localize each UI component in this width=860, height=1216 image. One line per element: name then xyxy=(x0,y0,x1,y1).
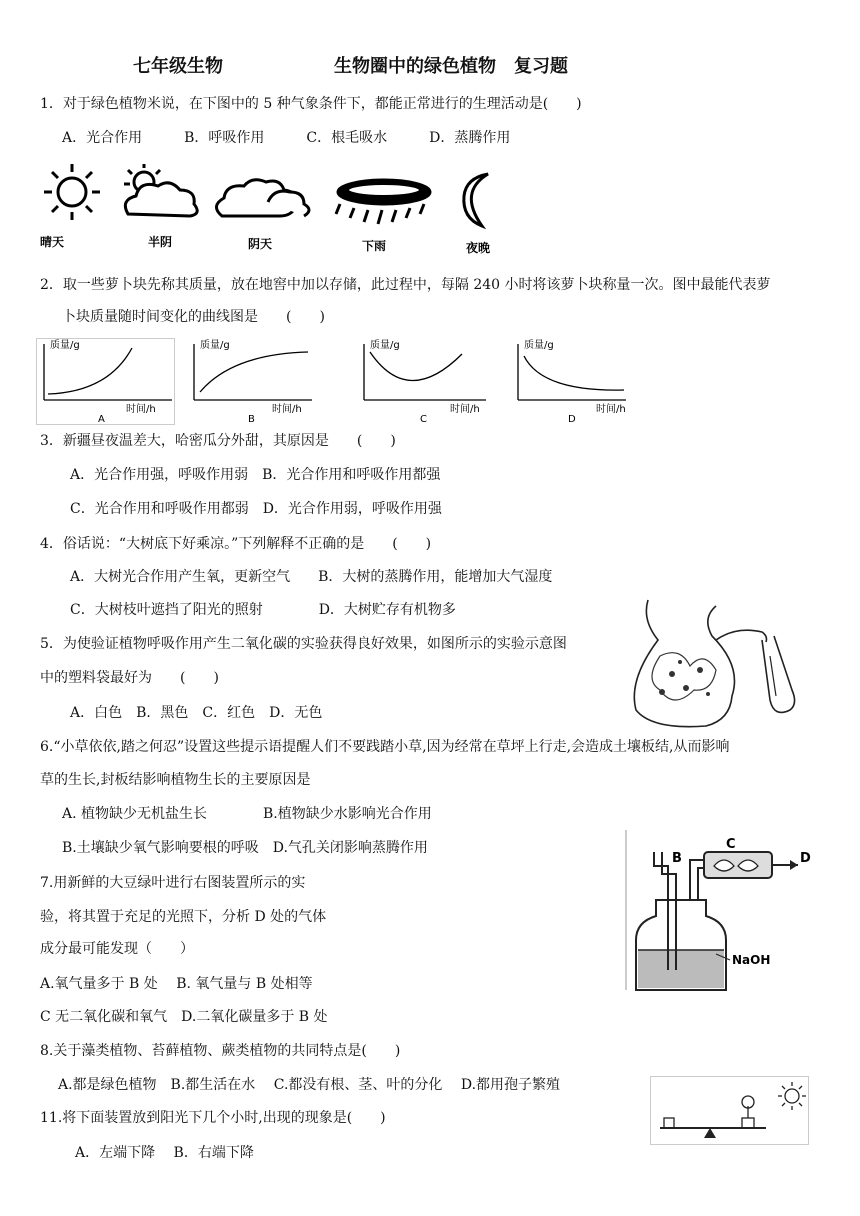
q7-stem-line2: 验，将其置于充足的光照下，分析 D 处的气体 xyxy=(40,909,327,925)
bag-outline-icon xyxy=(634,600,734,727)
title-left: 七年级生物 xyxy=(133,56,223,77)
graph-d-letter: D xyxy=(568,414,576,425)
graph-b xyxy=(186,338,320,426)
fulcrum-icon xyxy=(704,1128,716,1138)
graph-c xyxy=(356,338,490,426)
q8-options: A.都是绿色植物 B.都生活在水 C.都没有根、茎、叶的分化 D.都用孢子繁殖 xyxy=(58,1077,561,1093)
q6-stem-line1: 6.“小草依依,踏之何忍”设置这些提示语提醒人们不要践踏小草,因为经常在草坪上行走,会造成土壤板结,从而影响 xyxy=(40,739,730,755)
weather-label: 晴天 xyxy=(40,235,65,249)
rain-icon xyxy=(336,180,430,224)
naoh-solution xyxy=(638,950,724,988)
weight-icon xyxy=(664,1118,674,1128)
label-d: D xyxy=(800,851,811,866)
q3-options-line2: C．光合作用和呼吸作用都弱 D．光合作用弱，呼吸作用强 xyxy=(70,501,442,517)
balance-figure xyxy=(650,1076,810,1146)
naoh-apparatus-figure xyxy=(626,830,826,1000)
q11-options: A．左端下降 B．右端下降 xyxy=(75,1145,254,1161)
graph-a-ylabel: 质量/g xyxy=(50,340,80,351)
q5-options: A．白色 B．黑色 C．红色 D．无色 xyxy=(70,705,323,721)
q6-options-line1: A. 植物缺少无机盐生长 B.植物缺少水影响光合作用 xyxy=(62,806,432,822)
weather-label: 阴天 xyxy=(248,237,273,251)
q1-stem: 1．对于绿色植物米说，在下图中的 5 种气象条件下，都能正常进行的生理活动是( ) xyxy=(40,96,582,112)
q2-stem-line2: 卜块质量随时间变化的曲线图是 ( ) xyxy=(62,309,325,325)
tube-connector-icon xyxy=(716,630,767,642)
q5-stem-line1: 5．为使验证植物呼吸作用产生二氧化碳的实验获得良好效果，如图所示的实验示意图 xyxy=(40,636,567,652)
q2-stem-line1: 2．取一些萝卜块先称其质量，放在地窖中加以存储，此过程中，每隔 240 小时将该萝卜块称量一次。图中最能代表萝 xyxy=(40,277,771,293)
q7-stem-line3: 成分最可能发现（ ） xyxy=(40,941,194,957)
graph-d-xlabel: 时间/h xyxy=(596,404,626,415)
label-naoh: NaOH xyxy=(732,953,771,967)
graph-d-ylabel: 质量/g xyxy=(524,340,554,351)
q3-options-line1: A．光合作用强，呼吸作用弱 B．光合作用和呼吸作用都强 xyxy=(70,467,441,483)
q6-options-line2: B.土壤缺少氧气影响要根的呼吸 D.气孔关闭影响蒸腾作用 xyxy=(62,840,428,856)
weather-label: 下雨 xyxy=(362,239,387,253)
weather-figure xyxy=(36,160,506,260)
q4-options-line2: C．大树枝叶遮挡了阳光的照射 D．大树贮存有机物多 xyxy=(70,602,456,618)
q1-options: A．光合作用 B．呼吸作用 C．根毛吸水 D．蒸腾作用 xyxy=(62,130,511,146)
q7-options-line1: A.氧气量多于 B 处 B. 氧气量与 B 处相等 xyxy=(40,976,313,992)
graph-a-xlabel: 时间/h xyxy=(126,404,156,415)
graph-d xyxy=(510,338,630,426)
graph-c-ylabel: 质量/g xyxy=(370,340,400,351)
q4-stem: 4．俗话说：“大树底下好乘凉。”下列解释不正确的是 ( ) xyxy=(40,536,432,552)
sun-icon xyxy=(778,1082,806,1110)
q7-stem-line1: 7.用新鲜的大豆绿叶进行右图装置所示的实 xyxy=(40,875,306,891)
weather-label: 夜晚 xyxy=(466,241,491,255)
q6-stem-line2: 草的生长,封板结影响植物生长的主要原因是 xyxy=(40,772,311,788)
weather-label: 半阴 xyxy=(148,235,173,249)
pot-icon xyxy=(742,1118,754,1128)
moon-icon xyxy=(464,174,488,226)
graph-a-letter: A xyxy=(98,414,105,425)
q7-options-line2: C 无二氧化碳和氧气 D.二氧化碳量多于 B 处 xyxy=(40,1009,328,1025)
q4-options-line1: A．大树光合作用产生氧，更新空气 B．大树的蒸腾作用，能增加大气湿度 xyxy=(70,569,553,585)
label-b: B xyxy=(672,851,682,866)
label-c: C xyxy=(726,837,736,852)
graph-b-letter: B xyxy=(248,414,255,425)
q5-stem-line2: 中的塑料袋最好为 ( ) xyxy=(40,670,219,686)
test-tube-icon xyxy=(762,636,795,712)
sun-icon xyxy=(44,164,100,220)
q8-stem: 8.关于藻类植物、苔藓植物、蕨类植物的共同特点是( ) xyxy=(40,1043,401,1059)
graph-a xyxy=(36,338,176,426)
graph-c-xlabel: 时间/h xyxy=(450,404,480,415)
title-right: 生物圈中的绿色植物 复习题 xyxy=(334,56,568,77)
q3-stem: 3．新疆昼夜温差大，哈密瓜分外甜，其原因是 ( ) xyxy=(40,433,396,449)
graph-b-xlabel: 时间/h xyxy=(272,404,302,415)
arrow-icon xyxy=(790,860,798,870)
graph-c-letter: C xyxy=(420,414,427,425)
plastic-bag-figure xyxy=(620,596,810,736)
partly-cloudy-icon xyxy=(124,164,197,216)
graph-b-ylabel: 质量/g xyxy=(200,340,230,351)
q11-stem: 11.将下面装置放到阳光下几个小时,出现的现象是( ) xyxy=(40,1110,386,1126)
cloudy-icon xyxy=(216,180,309,216)
weather-icons xyxy=(36,160,506,260)
